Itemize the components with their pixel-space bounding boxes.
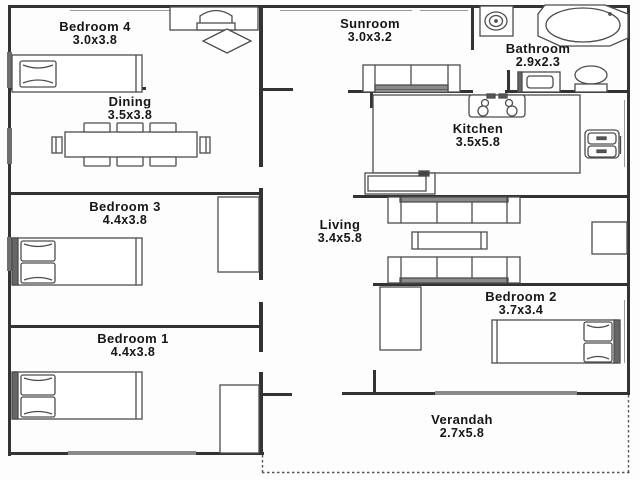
room-dims: 3.0x3.2 (347, 30, 393, 45)
stove-cooktop (469, 94, 525, 117)
bed-bedroom2 (492, 320, 620, 363)
bed-bedroom3 (12, 238, 142, 285)
rug-bedroom4 (203, 29, 251, 53)
label-living (285, 218, 395, 246)
room-name: Bedroom 2 (485, 289, 557, 304)
label-bedroom4 (30, 20, 160, 48)
wardrobe-bedroom3 (218, 197, 259, 272)
sofa-living-top (388, 197, 520, 223)
wardrobe-bedroom2 (380, 287, 421, 350)
room-dims: 3.5x3.8 (107, 108, 153, 123)
kitchen-bench (365, 171, 435, 194)
room-name: Bedroom 1 (97, 331, 169, 346)
bed-bedroom4 (12, 55, 142, 92)
toilet (575, 66, 607, 92)
wall-vanity (507, 70, 510, 92)
room-dims: 4.4x3.8 (110, 345, 156, 360)
label-bedroom3 (60, 200, 190, 228)
basin-pedestal (480, 6, 513, 36)
room-name: Kitchen (452, 121, 504, 136)
room-dims: 3.4x5.8 (317, 231, 363, 246)
wall-stub-verandah (263, 393, 292, 396)
kitchen-sink (585, 130, 621, 158)
bathtub (538, 5, 628, 46)
window-bedroom1-south (68, 451, 196, 455)
window-dining (7, 128, 12, 164)
label-bedroom2 (456, 290, 586, 318)
coffee-table (412, 232, 487, 249)
wall-right (627, 5, 630, 395)
wall-hall-upper (259, 5, 263, 167)
wall-sunroom-bathroom (471, 5, 474, 50)
room-dims: 2.7x5.8 (439, 426, 485, 441)
wall-dining-bedroom3 (8, 192, 260, 195)
sofa-living-bottom (388, 257, 520, 283)
room-dims: 3.5x5.8 (455, 135, 501, 150)
wardrobe-bedroom1 (220, 385, 259, 453)
wall-top (8, 5, 630, 8)
wall-bedroom3-bedroom1 (8, 325, 260, 328)
room-dims: 3.0x3.8 (72, 33, 118, 48)
sofa-sunroom (363, 65, 460, 92)
label-dining (70, 95, 190, 123)
desk-bedroom4 (170, 7, 258, 30)
wall-stub-entry (263, 88, 293, 91)
room-name: Living (319, 217, 361, 232)
room-dims: 3.7x3.4 (498, 303, 544, 318)
dining-table (52, 132, 210, 157)
window-bedroom2-south (435, 391, 577, 395)
label-verandah (402, 413, 522, 441)
label-sunroom (310, 17, 430, 45)
window-bedroom3 (7, 237, 12, 271)
room-dims: 2.9x2.3 (515, 55, 561, 70)
room-name: Bathroom (505, 41, 571, 56)
window-bedroom4 (7, 52, 12, 88)
wall-stub-door (373, 370, 376, 395)
room-name: Bedroom 3 (89, 199, 161, 214)
room-name: Dining (108, 94, 152, 109)
room-name: Sunroom (340, 16, 400, 31)
label-bedroom1 (68, 332, 198, 360)
bed-bedroom1 (12, 372, 142, 419)
vanity-bathroom (518, 72, 560, 92)
room-dims: 4.4x3.8 (102, 213, 148, 228)
room-name: Bedroom 4 (59, 19, 131, 34)
room-name: Verandah (431, 412, 493, 427)
label-kitchen (418, 122, 538, 150)
label-bathroom (478, 42, 598, 70)
tv-unit-living (592, 222, 627, 254)
